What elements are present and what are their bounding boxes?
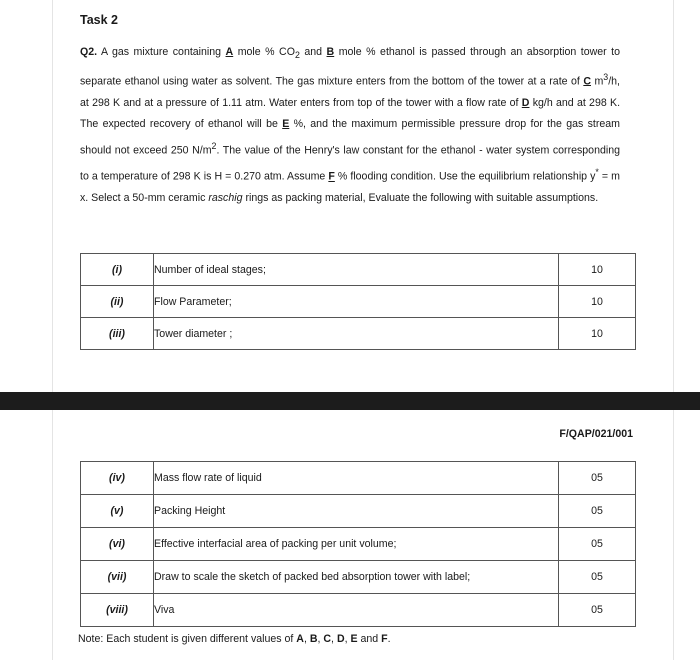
marks-table-2	[80, 461, 636, 627]
item-number: (v)	[81, 495, 154, 528]
table-row	[81, 561, 636, 594]
item-description: Packing Height	[154, 495, 559, 528]
note-fragment: .	[387, 633, 391, 645]
item-description: Tower diameter ;	[154, 318, 559, 350]
note-fragment: Note: Each student is given different values of	[78, 633, 297, 645]
note-var: A	[296, 633, 304, 645]
marks-table-1	[80, 253, 636, 350]
item-description: Viva	[154, 594, 559, 627]
question-fragment: = m x. Select a 50-mm ceramic	[80, 170, 620, 205]
question-fragment: and	[299, 46, 327, 58]
item-description: Effective interfacial area of packing per unit volume;	[154, 528, 559, 561]
superscript: 2	[211, 141, 217, 152]
question-fragment: %, and the maximum permissible pressure drop for the gas stream should not exceed 250 N/m	[80, 118, 621, 157]
question-fragment: mole % ethanol is passed through an absorption tower to separate ethanol using water as solvent. The gas mixture enters from the bottom of the tower at a rate of	[80, 46, 620, 88]
var-a: A	[225, 46, 234, 58]
table-row	[81, 528, 636, 561]
question-label: Q2.	[80, 46, 98, 58]
raschig-word: raschig	[208, 192, 243, 205]
question-fragment: A gas mixture containing	[97, 46, 226, 58]
table-row	[81, 495, 636, 528]
var-b: B	[326, 46, 335, 58]
var-f: F	[328, 170, 335, 183]
question-fragment: /h, at 298 K and at a pressure of 1.11 atm. Water enters from top of the tower with a flow rate of	[80, 75, 620, 109]
question-fragment: % flooding condition. Use the equilibrium relationship y	[334, 170, 596, 183]
item-number: (i)	[81, 254, 154, 286]
item-description: Number of ideal stages;	[154, 254, 559, 286]
item-number: (ii)	[81, 286, 154, 318]
item-marks: 05	[559, 495, 636, 528]
item-number: (iii)	[81, 318, 154, 350]
item-marks: 10	[559, 286, 636, 318]
item-number: (viii)	[81, 594, 154, 627]
item-marks: 05	[559, 561, 636, 594]
var-d: D	[521, 96, 530, 109]
document-code: F/QAP/021/001	[559, 428, 633, 440]
note-fragment: ,	[317, 633, 324, 645]
item-marks: 10	[559, 254, 636, 286]
var-e: E	[282, 118, 290, 131]
item-description: Mass flow rate of liquid	[154, 462, 559, 495]
note-var: C	[323, 633, 332, 645]
item-description: Draw to scale the sketch of packed bed absorption tower with label;	[154, 561, 559, 594]
table-row	[81, 254, 636, 286]
item-marks: 10	[559, 318, 636, 350]
page-divider	[0, 392, 700, 410]
item-number: (iv)	[81, 462, 154, 495]
item-marks: 05	[559, 594, 636, 627]
item-number: (vi)	[81, 528, 154, 561]
item-marks: 05	[559, 462, 636, 495]
table-row	[81, 286, 636, 318]
note-var: F	[381, 633, 388, 645]
superscript: 3	[603, 71, 609, 82]
note-fragment: ,	[303, 633, 310, 645]
table-row	[81, 318, 636, 350]
item-marks: 05	[559, 528, 636, 561]
note-var: E	[350, 633, 358, 645]
note-fragment: ,	[344, 633, 351, 645]
subscript: 2	[294, 50, 300, 61]
question-fragment: . The value of the Henry's law constant for the ethanol - water system corresponding to a temperature of 298 K is H = 0.270 atm. Assume	[80, 144, 620, 183]
question-fragment: m	[590, 75, 604, 88]
item-number: (vii)	[81, 561, 154, 594]
page-top	[52, 0, 674, 392]
table-row	[81, 594, 636, 627]
note-var: D	[336, 633, 345, 645]
task-title: Task 2	[80, 13, 118, 27]
note-var: B	[309, 633, 318, 645]
question-fragment: kg/h and at 298 K. The expected recovery of ethanol will be	[80, 96, 621, 131]
superscript: *	[595, 167, 599, 178]
note-fragment: and	[357, 633, 382, 645]
note-text	[78, 633, 391, 645]
question-text	[80, 42, 620, 210]
note-fragment: ,	[331, 633, 337, 645]
var-c: C	[583, 75, 591, 88]
question-fragment: mole % CO	[233, 46, 295, 58]
table-row	[81, 462, 636, 495]
page-bottom	[52, 410, 674, 660]
item-description: Flow Parameter;	[154, 286, 559, 318]
question-fragment: rings as packing material, Evaluate the following with suitable assumptions.	[242, 192, 599, 205]
